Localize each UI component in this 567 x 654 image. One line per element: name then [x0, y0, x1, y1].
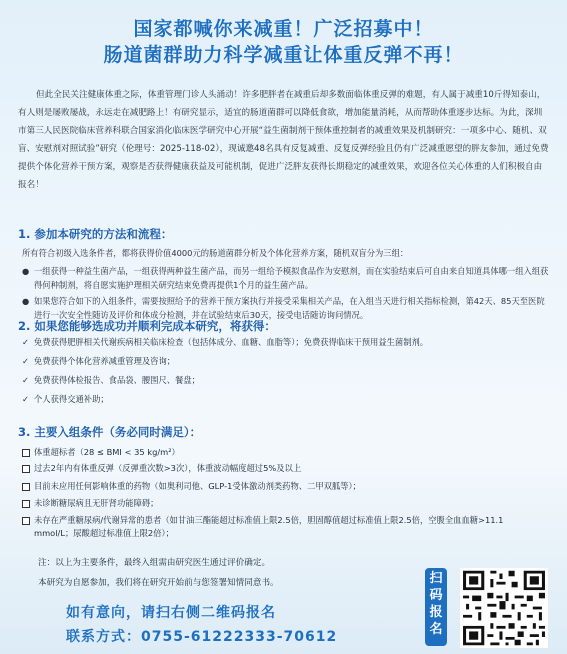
cta-contact-phone[interactable]: 联系方式：0755-61222333-70612 — [66, 629, 338, 645]
section3-title: 3. 主要入组条件（务必同时满足）： — [18, 425, 202, 439]
benefit-text: 个人获得交通补助； — [34, 394, 109, 404]
section1-title: 1. 参加本研究的方法和流程： — [18, 227, 173, 241]
section1-lead: 所有符合初级入选条件者，都将获得价值4000元的肠道菌群分析及个体化营养方案，随机双盲分为三组： — [22, 248, 409, 258]
criterion-item — [22, 497, 522, 510]
criterion-text: 体重超标者（28 ≤ BMI < 35 kg/m²） — [34, 447, 180, 457]
poster-title-line2: 肠道菌群助力科学减重让体重反弹不再！ — [103, 44, 464, 66]
criterion-item — [22, 462, 522, 475]
criterion-item — [22, 480, 522, 493]
benefit-item — [22, 393, 542, 406]
bullet-dot-icon: ● — [22, 266, 30, 276]
section2-title: 2. 如果您能够选成功并顺利完成本研究，将获得： — [18, 319, 276, 333]
benefit-text: 免费获得肥胖相关代谢疾病相关临床检查（包括体成分、血糖、血脂等）；免费获得临床干预用益生菌制剂。 — [34, 337, 429, 347]
scan-to-register-label: 扫码报名 — [425, 568, 447, 646]
criterion-item — [22, 446, 522, 459]
benefit-text: 免费获得体检报告、食品袋、腰围尺、餐盘； — [34, 375, 200, 385]
check-icon: ✓ — [22, 337, 29, 347]
benefit-item — [22, 336, 542, 349]
note-consent: 本研究为自愿参加，我们将在研究开始前与您签署知情同意书。 — [38, 578, 279, 588]
criterion-text: 未存在严重糖尿病/代谢异常的患者（如甘油三酯能超过标准值上限2.5倍，胆固醇值超过标准值上限2.5倍，空腹全血血糖>11.1 mmol/L；尿酸超过标准值上限2倍）； — [34, 515, 504, 538]
checkbox-icon — [22, 517, 30, 525]
cta-register: 如有意向，请扫右侧二维码报名 — [66, 605, 276, 621]
benefit-item — [22, 355, 542, 368]
check-icon: ✓ — [22, 375, 29, 385]
check-icon: ✓ — [22, 394, 29, 404]
note-conditions: 注：以上为主要条件，最终入组需由研究医生通过评价确定。 — [38, 558, 271, 568]
checkbox-icon — [22, 465, 30, 473]
criterion-text: 未诊断糖尿病且无肝肾功能障碍； — [34, 498, 159, 508]
checkbox-icon — [22, 483, 30, 491]
bullet-dot-icon: ● — [22, 296, 30, 306]
benefit-item — [22, 374, 542, 387]
intro-paragraph: 但此全民关注健康体重之际，体重管理门诊人头涌动！许多肥胖者在减重后却多数面临体重反弹的难题，有人属于减重10斤得知泰山，有人则是屡败屡战，永远走在减肥路上！有研究显示，适宜的肠道菌群可以降低食欲，增加能量消耗，从而帮助体重逐步达标。为此，深圳市第三人民医院临床营养科联合国家消化临床医学研究中心开展“益生菌制剂干预体重控制者的减重效果及机制研究：一项多中心、随机、双盲、安慰剂对照试验”研究（伦理号：2025-118-02），现诚邀48名具有反复减重、反复反弹经验且仍有广泛减重愿望的胖友参加，通过免费提供个体化营养干预方案，观察是否获得健康获益及可能机制，促进广泛胖友获得长期稳定的减重效果，欢迎各位关心体重的人们积极自由报名！ — [18, 90, 549, 190]
criterion-text: 过去2年内有体重反弹（反弹重次数>3次），体重波动幅度超过5%及以上 — [34, 463, 302, 473]
criterion-text: 目前未应用任何影响体重的药物（如奥利司他、GLP-1受体激动剂类药物、二甲双胍等）； — [34, 481, 361, 491]
checkbox-icon — [22, 500, 30, 508]
qr-code-icon[interactable] — [460, 568, 548, 648]
poster-title-line1: 国家都喊你来减重！广泛招募中！ — [133, 18, 434, 40]
section1-bullet-text: 一组获得一种益生菌产品，一组获得两种益生菌产品，而另一组给予模拟食品作为安慰剂，而在实验结束后可自由来自知道具体哪一组入组获得何种制剂，将自愿实施护理相关研究结束免费再提供1个月的益生菌产品。 — [34, 266, 549, 290]
checkbox-icon — [22, 449, 30, 457]
section1-bullet-text: 如果您符合如下的入组条件，需要按照给予的营养干预方案执行并接受采集相关产品，在入组当天进行相关指标检测，第42天、85天至医院进行一次安全性随访及评价和体成分检测，并在试验结束后30天，接受电话随访询问情况。 — [34, 296, 545, 320]
section1-bullet — [22, 264, 550, 292]
check-icon: ✓ — [22, 356, 29, 366]
criterion-item — [22, 514, 522, 540]
benefit-text: 免费获得个体化营养减重管理及咨询； — [34, 356, 176, 366]
